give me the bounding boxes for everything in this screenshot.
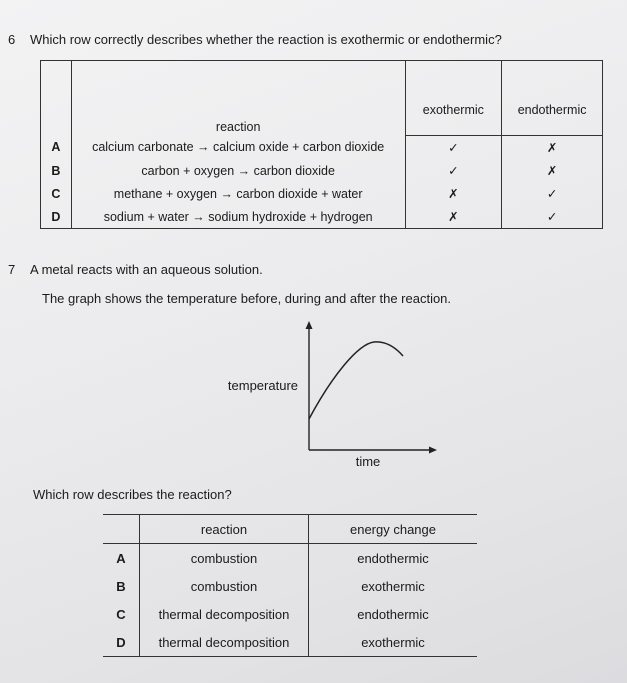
q6-row-a	[41, 136, 603, 160]
q6-row-letter: C	[41, 182, 72, 205]
q6-row-endothermic: ✗	[546, 164, 558, 178]
q7-row-a	[103, 544, 477, 573]
q7-prompt: Which row describes the reaction?	[33, 487, 232, 502]
q7-row-energy-change: exothermic	[361, 634, 425, 650]
q7-header-energy-change: energy change	[309, 515, 478, 544]
q6-row-reaction: calcium carbonate → calcium oxide + carbon dioxide	[71, 136, 405, 160]
q6-row-endothermic: ✗	[546, 141, 558, 155]
y-axis-arrowhead	[306, 321, 313, 329]
q6-row-d	[41, 205, 603, 229]
q7-row-energy-change: endothermic	[357, 606, 429, 622]
q6-header-letter	[41, 61, 72, 136]
q6-row-exothermic: ✓	[405, 136, 502, 160]
q6-number: 6	[8, 32, 16, 47]
q7-row-reaction: thermal decomposition	[140, 628, 309, 657]
q6-row-b	[41, 159, 603, 182]
q6-row-exothermic: ✗	[405, 205, 502, 229]
q7-row-energy-change: exothermic	[361, 578, 425, 594]
q7-row-b	[103, 572, 477, 600]
q6-row-letter: D	[41, 205, 72, 229]
q6-header-endothermic: endothermic	[502, 61, 603, 136]
q6-header-exothermic: exothermic	[405, 61, 502, 136]
q6-row-reaction: carbon + oxygen → carbon dioxide	[71, 159, 405, 182]
q7-row-letter: A	[103, 544, 140, 573]
q7-row-d	[103, 628, 477, 657]
graph-xlabel: time	[355, 454, 381, 469]
q7-temperature-graph	[220, 318, 450, 478]
q6-row-exothermic: ✗	[405, 182, 502, 205]
x-axis-arrowhead	[429, 447, 437, 454]
graph-ylabel: temperature	[227, 378, 298, 393]
q7-row-letter: D	[103, 628, 140, 657]
q6-row-endothermic: ✓	[546, 187, 558, 201]
q7-row-reaction: thermal decomposition	[140, 600, 309, 628]
q7-line2: The graph shows the temperature before, during and after the reaction.	[42, 291, 452, 306]
temperature-curve	[309, 342, 403, 419]
q7-row-reaction: combustion	[140, 544, 309, 573]
q6-row-endothermic: ✓	[546, 210, 558, 224]
q7-row-energy-change: endothermic	[357, 550, 429, 566]
q6-header-row	[41, 61, 603, 136]
q7-header-letter	[103, 515, 140, 544]
q6-row-letter: B	[41, 159, 72, 182]
q6-question: Which row correctly describes whether the reaction is exothermic or endothermic?	[30, 32, 502, 47]
q6-row-exothermic: ✓	[405, 159, 502, 182]
q7-table	[103, 514, 477, 657]
q7-line1: A metal reacts with an aqueous solution.	[30, 262, 263, 277]
q6-table	[40, 60, 603, 229]
q6-row-c	[41, 182, 603, 205]
q7-number: 7	[8, 262, 16, 277]
q7-header-row	[103, 515, 477, 544]
q7-row-letter: B	[103, 572, 140, 600]
q7-row-c	[103, 600, 477, 628]
q7-row-letter: C	[103, 600, 140, 628]
q6-row-reaction: methane + oxygen → carbon dioxide + water	[71, 182, 405, 205]
q7-header-reaction: reaction	[140, 515, 309, 544]
q6-row-reaction: sodium + water → sodium hydroxide + hydrogen	[71, 205, 405, 229]
q6-header-reaction: reaction	[71, 61, 405, 136]
q6-row-letter: A	[41, 136, 72, 160]
q7-row-reaction: combustion	[140, 572, 309, 600]
